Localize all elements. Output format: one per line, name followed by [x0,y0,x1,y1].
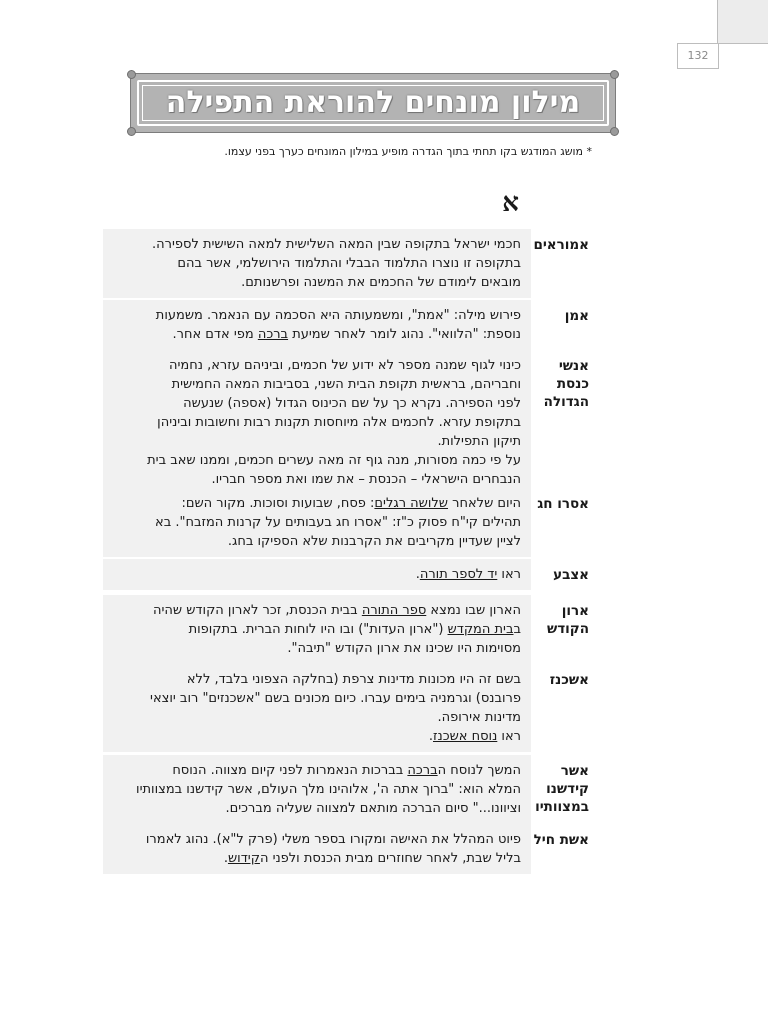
definition-line [111,601,521,620]
definition-text: מפי אדם אחר. [172,327,258,342]
entry-definition [103,755,531,824]
definition-text: הארון שבו נמצא [426,603,521,618]
cross-reference-link[interactable]: ברכה [407,763,438,778]
entry-term: אסרו חג [537,496,589,512]
definition-line: וציוונו..." סיום הברכה מותאם למצווה שעליה מברכים. [225,801,521,816]
cross-reference-link[interactable]: נוסח אשכנז [433,729,498,744]
definition-line [111,620,521,639]
entry-definition [103,664,531,752]
footnote: * מושג המודגש בקו תחתי בתוך הגדרה מופיע במילון המונחים כערך בפני עצמו. [224,145,592,158]
cross-reference-link[interactable]: יד לספר תורה [419,567,498,582]
definition-line: מסוימות היו שכינו את ארון הקודש "תיבה". [287,641,521,656]
definition-line: מובאים לימודם של החכמים את המשנה ופרשנותם. [241,275,521,290]
glossary-entry [103,559,603,590]
definition-text: . [428,729,433,744]
entry-term: אשכנז [549,672,589,688]
page-number: 132 [677,43,719,69]
definition-text: : פסח, שבועות וסוכות. מקור השם: [181,496,375,511]
glossary-entry [103,350,603,495]
definition-line: פירוש מילה: "אמת", ומשמעותה היא הסכמה עם הנאמר. משמעות [155,308,521,323]
definition-text: ב [513,622,521,637]
entry-definition [103,559,531,590]
glossary-entry [103,824,603,874]
entry-term-line: אשר קידשנו [546,763,589,797]
cross-reference-link[interactable]: בית המקדש [447,622,514,637]
cross-reference-link[interactable]: קידוש [227,851,260,866]
entry-definition [103,595,531,664]
definition-text: היום שלאחר [448,496,521,511]
entry-term: ארון הקודש [546,603,589,637]
entry-definition [103,229,531,298]
definition-line: חכמי ישראל בתקופה שבין המאה השלישית למאה השישית לספירה. [152,237,521,252]
definition-text: ("ארון העדות") ובו היו לוחות הברית. בתקופות [188,622,448,637]
definition-line [111,325,521,344]
definition-line [111,494,521,513]
definition-line: הנבחרים הישראלי – הכנסת – את שמו ואת מספר חבריו. [211,472,521,487]
page-title: מילון מונחים להוראת התפילה [165,85,581,120]
entry-term-line: אנשי כנסת [556,358,589,392]
definition-text: ראו [497,729,521,744]
entry-term: אשת חיל [533,832,589,848]
definition-line: מדינות אירופה. [437,710,521,725]
entry-term [531,350,603,495]
definition-line [111,565,521,584]
entry-term: אמוראים [533,237,589,253]
definition-line: לפני הספירה. נקרא כך על שם הכינוס הגדול (אספה) שנעשה [183,396,521,411]
section-letter: א [502,188,519,218]
entry-definition [103,300,531,350]
glossary-entry [103,300,603,350]
definition-line: כינוי לגוף שמנה מספר לא ידוע של חכמים, וביניהם עזרא, נחמיה [169,358,521,373]
entry-definition [103,350,531,495]
definition-line: בשם זה היו מכונות מדינות צרפת (בחלקה הצפוני בלבד, ללא [186,672,521,687]
corner-ornament-icon [610,70,619,79]
definition-line: בתקופה זו נוצרו התלמוד הבבלי והתלמוד הירושלמי, אשר בהם [177,256,521,271]
entry-term: אצבע [553,567,589,583]
cross-reference-link[interactable]: ספר התורה [361,603,427,618]
cross-reference-link[interactable]: שלושה רגלים [374,496,449,511]
entry-definition [103,488,531,557]
definition-line [111,761,521,780]
definition-line: תיקון התפילות. [437,434,521,449]
definition-line: פרובנס) וגרמניה בימים עברו. כיום מכונים בשם "אשכנזים" רוב יוצאי [150,691,521,706]
definition-line [111,849,521,868]
glossary-entry [103,595,603,664]
glossary-entry [103,664,603,752]
title-plate [130,73,616,133]
corner-ornament-icon [610,127,619,136]
definition-text: נוספת: "הלוואי". נהוג לומר לאחר שמיעת [288,327,521,342]
definition-line: וחבריהם, בראשית תקופת הבית השני, בסביבות המאה החמישית [171,377,521,392]
title-frame [137,80,609,126]
page-corner-tab [717,0,768,44]
glossary-entry [103,229,603,298]
definition-line: פיוט המהלל את האישה ומקורו בספר משלי (פרק ל"א). נהוג לאמרו [145,832,521,847]
glossary-entry [103,488,603,557]
entry-term [531,755,603,824]
definition-line: על פי כמה מסורות, מנה גוף זה מאה עשרים חכמים, וממנו שאב בית [147,453,521,468]
definition-text: ראו [497,567,521,582]
corner-ornament-icon [127,70,136,79]
definition-text: בברכות הנאמרות לפני קיום מצווה. הנוסח [172,763,408,778]
entry-term-line: במצוותיו [535,799,589,815]
definition-line [111,727,521,746]
entry-term-line: הגדולה [543,394,589,410]
cross-reference-link[interactable]: ברכה [257,327,289,342]
corner-ornament-icon [127,127,136,136]
glossary-entry [103,755,603,824]
definition-text: . [415,567,420,582]
definition-text: בבית הכנסת, זכר לארון הקודש שהיה [152,603,362,618]
entry-definition [103,824,531,874]
definition-text: בליל שבת, לאחר שחוזרים מבית הכנסת ולפני ה [259,851,521,866]
definition-line: המלא הוא: "ברוך אתה ה', אלוהינו מלך העולם, אשר קידשנו במצוותיו [136,782,521,797]
definition-text: . [223,851,228,866]
definition-text: המשך לנוסח ה [437,763,521,778]
definition-line: בתקופת עזרא. לחכמים אלה מיוחסות תקנות רבות וחשובות וביניהן [157,415,521,430]
definition-line: תהילים קי"ח פסוק כ"ז: "אסרו חג בעבותים על קרנות המזבח". בא [155,515,521,530]
entry-term: אמן [564,308,589,324]
definition-line: לציין שעדיין מקריבים את הקרבנות שלא הספיקו בחג. [227,534,521,549]
